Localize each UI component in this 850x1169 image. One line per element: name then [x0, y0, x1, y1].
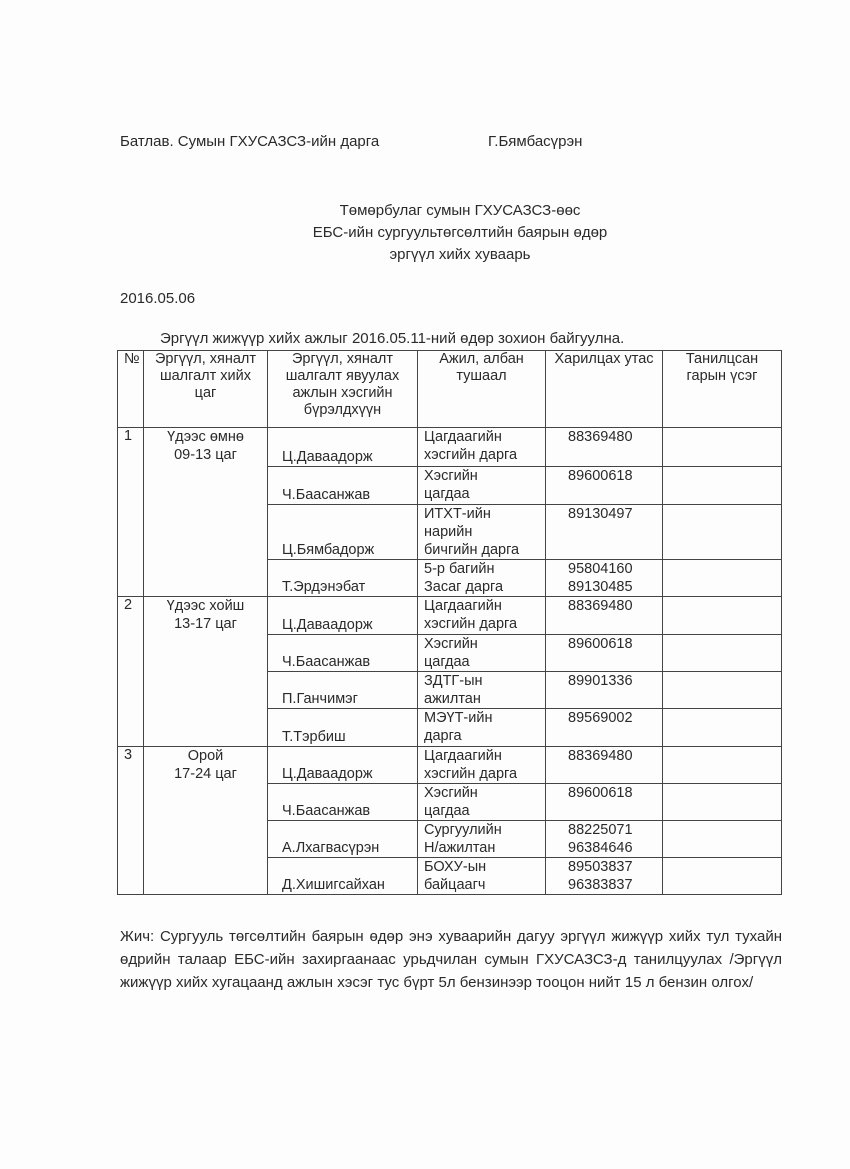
member-position: [418, 672, 546, 709]
member-phone: [546, 428, 663, 467]
header-no: №: [118, 351, 144, 428]
cell-line: дарга: [424, 728, 462, 744]
cell-line: цагдаа: [424, 803, 470, 819]
member-phone: [546, 467, 663, 505]
title-line: Төмөрбулаг сумын ГХУСАЗСЗ-өөс: [339, 202, 581, 219]
cell-line: Хэсгийн: [424, 636, 478, 652]
title-line: ЕБС-ийн сургуультөгсөлтийн баярын өдөр: [312, 224, 608, 241]
cell-line: Цагдаагийн: [424, 748, 502, 764]
cell-line: Цагдаагийн: [424, 598, 502, 614]
shift-time: [144, 747, 268, 895]
cell-line: бичгийн дарга: [424, 542, 520, 558]
schedule-body: [118, 428, 782, 895]
cell-line: 89569002: [568, 710, 633, 726]
member-name: Д.Хишигсайхан: [268, 858, 418, 895]
member-phone: [546, 672, 663, 709]
cell-line: 89130497: [568, 506, 633, 522]
member-position: [418, 858, 546, 895]
approval-label: Батлав. Сумын ГХУСАЗСЗ-ийн дарга: [120, 133, 380, 150]
cell-line: 89503837: [568, 859, 633, 875]
cell-line: Хэсгийн: [424, 785, 478, 801]
table-row: [118, 428, 782, 467]
table-row: [118, 597, 782, 635]
member-phone: [546, 709, 663, 747]
member-name: А.Лхагвасүрэн: [268, 821, 418, 858]
member-phone: [546, 821, 663, 858]
signature-cell: [663, 560, 782, 597]
member-position: [418, 505, 546, 560]
intro-text: Эргүүл жижүүр хийх ажлыг 2016.05.11-ний өдөр зохион байгуулна.: [160, 330, 625, 347]
member-name: Ч.Баасанжав: [268, 784, 418, 821]
member-position: [418, 428, 546, 467]
member-name: Ц.Даваадорж: [268, 597, 418, 635]
cell-line: 89600618: [568, 785, 633, 801]
group-number: 1: [118, 428, 144, 597]
signature-cell: [663, 505, 782, 560]
cell-line: хэсгийн дарга: [424, 447, 518, 463]
cell-line: БОХУ-ын: [424, 859, 487, 875]
group-number: 3: [118, 747, 144, 895]
cell-line: 89130485: [568, 579, 633, 595]
signature-cell: [663, 467, 782, 505]
cell-line: Үдээс хойш: [166, 598, 245, 614]
note-text: Жич: Сургууль төгсөлтийн баярын өдөр энэ хуваарийн дагуу эргүүл жижүүр хийх тул тухайн өдрийн талаар ЕБС-ийн захиргаанаас урьдчилан сумын ГХУСАЗСЗ-д танилцуулах /Эргүүл жижүүр хийх хугацаанд ажлын хэсэг тус бүрт 5л бензинээр тооцон нийт 15 л бензин олгох/: [120, 928, 782, 991]
cell-line: Засаг дарга: [424, 579, 504, 595]
cell-line: ажилтан: [424, 691, 481, 707]
signature-cell: [663, 747, 782, 784]
signature-cell: [663, 784, 782, 821]
member-name: Т.Тэрбиш: [268, 709, 418, 747]
cell-line: цагдаа: [424, 654, 470, 670]
cell-line: 96383837: [568, 877, 633, 893]
signature-cell: [663, 672, 782, 709]
document-title: [0, 200, 850, 266]
cell-line: Хэсгийн: [424, 468, 478, 484]
cell-line: МЭҮТ-ийн: [424, 710, 493, 726]
member-name: Ц.Бямбадорж: [268, 505, 418, 560]
member-position: [418, 747, 546, 784]
member-name: Ц.Даваадорж: [268, 747, 418, 784]
cell-line: Н/ажилтан: [424, 840, 496, 856]
member-phone: [546, 560, 663, 597]
cell-line: байцаагч: [424, 877, 486, 893]
schedule-table: [117, 350, 782, 895]
cell-line: 13-17 цаг: [174, 616, 237, 632]
table-header-row: [118, 351, 782, 428]
cell-line: хэсгийн дарга: [424, 616, 518, 632]
signature-cell: [663, 635, 782, 672]
cell-line: 96384646: [568, 840, 633, 856]
signature-cell: [663, 709, 782, 747]
header-position: Ажил, албан тушаал: [418, 351, 546, 428]
header-members: Эргүүл, хяналт шалгалт явуулах ажлын хэсгийн бүрэлдхүүн: [268, 351, 418, 428]
cell-line: нарийн: [424, 524, 473, 540]
shift-time: [144, 428, 268, 597]
cell-line: ИТХТ-ийн: [424, 506, 491, 522]
header-phone: Харилцах утас: [546, 351, 663, 428]
shift-time: [144, 597, 268, 747]
cell-line: 09-13 цаг: [174, 447, 237, 463]
member-phone: [546, 858, 663, 895]
member-name: П.Ганчимэг: [268, 672, 418, 709]
cell-line: хэсгийн дарга: [424, 766, 518, 782]
member-phone: [546, 784, 663, 821]
header-signature: Танилцсан гарын үсэг: [663, 351, 782, 428]
cell-line: цагдаа: [424, 486, 470, 502]
member-phone: [546, 597, 663, 635]
cell-line: 88225071: [568, 822, 633, 838]
signature-cell: [663, 428, 782, 467]
member-name: Ч.Баасанжав: [268, 467, 418, 505]
group-number: 2: [118, 597, 144, 747]
member-name: Ц.Даваадорж: [268, 428, 418, 467]
cell-line: Цагдаагийн: [424, 429, 502, 445]
cell-line: 88369480: [568, 598, 633, 614]
member-position: [418, 560, 546, 597]
cell-line: 89901336: [568, 673, 633, 689]
member-phone: [546, 635, 663, 672]
member-position: [418, 467, 546, 505]
approval-signer: Г.Бямбасүрэн: [488, 133, 583, 150]
cell-line: 88369480: [568, 429, 633, 445]
member-position: [418, 784, 546, 821]
member-position: [418, 597, 546, 635]
approval-line: [120, 133, 583, 150]
cell-line: Сургуулийн: [424, 822, 502, 838]
cell-line: 5-р багийн: [424, 561, 495, 577]
member-phone: [546, 505, 663, 560]
cell-line: 89600618: [568, 636, 633, 652]
member-name: Ч.Баасанжав: [268, 635, 418, 672]
document-date: 2016.05.06: [120, 290, 196, 307]
signature-cell: [663, 858, 782, 895]
member-position: [418, 821, 546, 858]
cell-line: Орой: [187, 748, 224, 764]
member-position: [418, 635, 546, 672]
cell-line: Үдээс өмнө: [167, 429, 244, 445]
cell-line: 95804160: [568, 561, 633, 577]
header-shift: Эргүүл, хяналт шалгалт хийх цаг: [144, 351, 268, 428]
signature-cell: [663, 821, 782, 858]
cell-line: 88369480: [568, 748, 633, 764]
member-phone: [546, 747, 663, 784]
table-row: [118, 747, 782, 784]
member-position: [418, 709, 546, 747]
member-name: Т.Эрдэнэбат: [268, 560, 418, 597]
signature-cell: [663, 597, 782, 635]
cell-line: 17-24 цаг: [174, 766, 237, 782]
title-line: эргүүл хийх хуваарь: [389, 246, 531, 263]
cell-line: 89600618: [568, 468, 633, 484]
cell-line: ЗДТГ-ын: [424, 673, 483, 689]
